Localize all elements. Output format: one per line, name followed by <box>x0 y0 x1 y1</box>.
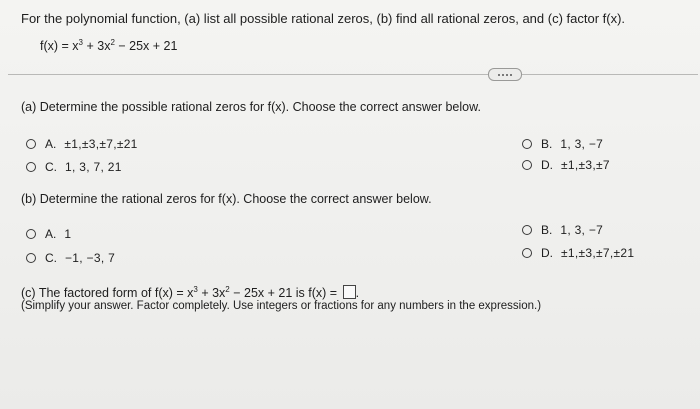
polynomial-function: $f(x) = x^3 + 3x^2 - 25x + 21$ <box>40 38 178 53</box>
dot-icon <box>498 74 500 76</box>
part-b-option-c[interactable]: C. −1, −3, 7 <box>26 251 115 265</box>
answer-input-box[interactable] <box>343 285 356 299</box>
part-a-option-d[interactable]: D. ±1,±3,±7 <box>522 158 610 172</box>
radio-button-icon[interactable] <box>522 160 532 170</box>
question-prompt: For the polynomial function, (a) list all possible rational zeros, (b) find all rational zeros, and (c) factor f(x). <box>21 11 626 26</box>
radio-button-icon[interactable] <box>522 248 532 258</box>
part-b-label: (b) Determine the rational zeros for f(x). Choose the correct answer below. <box>21 192 432 206</box>
part-a-option-a[interactable]: A. ±1,±3,±7,±21 <box>26 137 138 151</box>
part-a-option-b[interactable]: B. 1, 3, −7 <box>522 137 603 151</box>
radio-button-icon[interactable] <box>26 229 36 239</box>
part-a-option-c[interactable]: C. 1, 3, 7, 21 <box>26 160 122 174</box>
section-divider <box>8 74 698 75</box>
dot-icon <box>506 74 508 76</box>
radio-button-icon[interactable] <box>26 139 36 149</box>
dot-icon <box>502 74 504 76</box>
radio-button-icon[interactable] <box>522 139 532 149</box>
expand-more-button[interactable] <box>488 68 522 81</box>
part-b-option-a[interactable]: A. 1 <box>26 227 71 241</box>
part-b-option-b[interactable]: B. 1, 3, −7 <box>522 223 603 237</box>
radio-button-icon[interactable] <box>26 253 36 263</box>
radio-button-icon[interactable] <box>26 162 36 172</box>
part-a-label: (a) Determine the possible rational zeros for f(x). Choose the correct answer below. <box>21 100 481 114</box>
part-b-option-d[interactable]: D. ±1,±3,±7,±21 <box>522 246 634 260</box>
part-c-hint: (Simplify your answer. Factor completely. Use integers or fractions for any numbers in the expression.) <box>21 300 542 312</box>
radio-button-icon[interactable] <box>522 225 532 235</box>
dot-icon <box>510 74 512 76</box>
part-c-question: (c) The factored form of $f(x) = x^3 + 3x^2 - 25x + 21$ is f(x) = . <box>21 285 360 300</box>
